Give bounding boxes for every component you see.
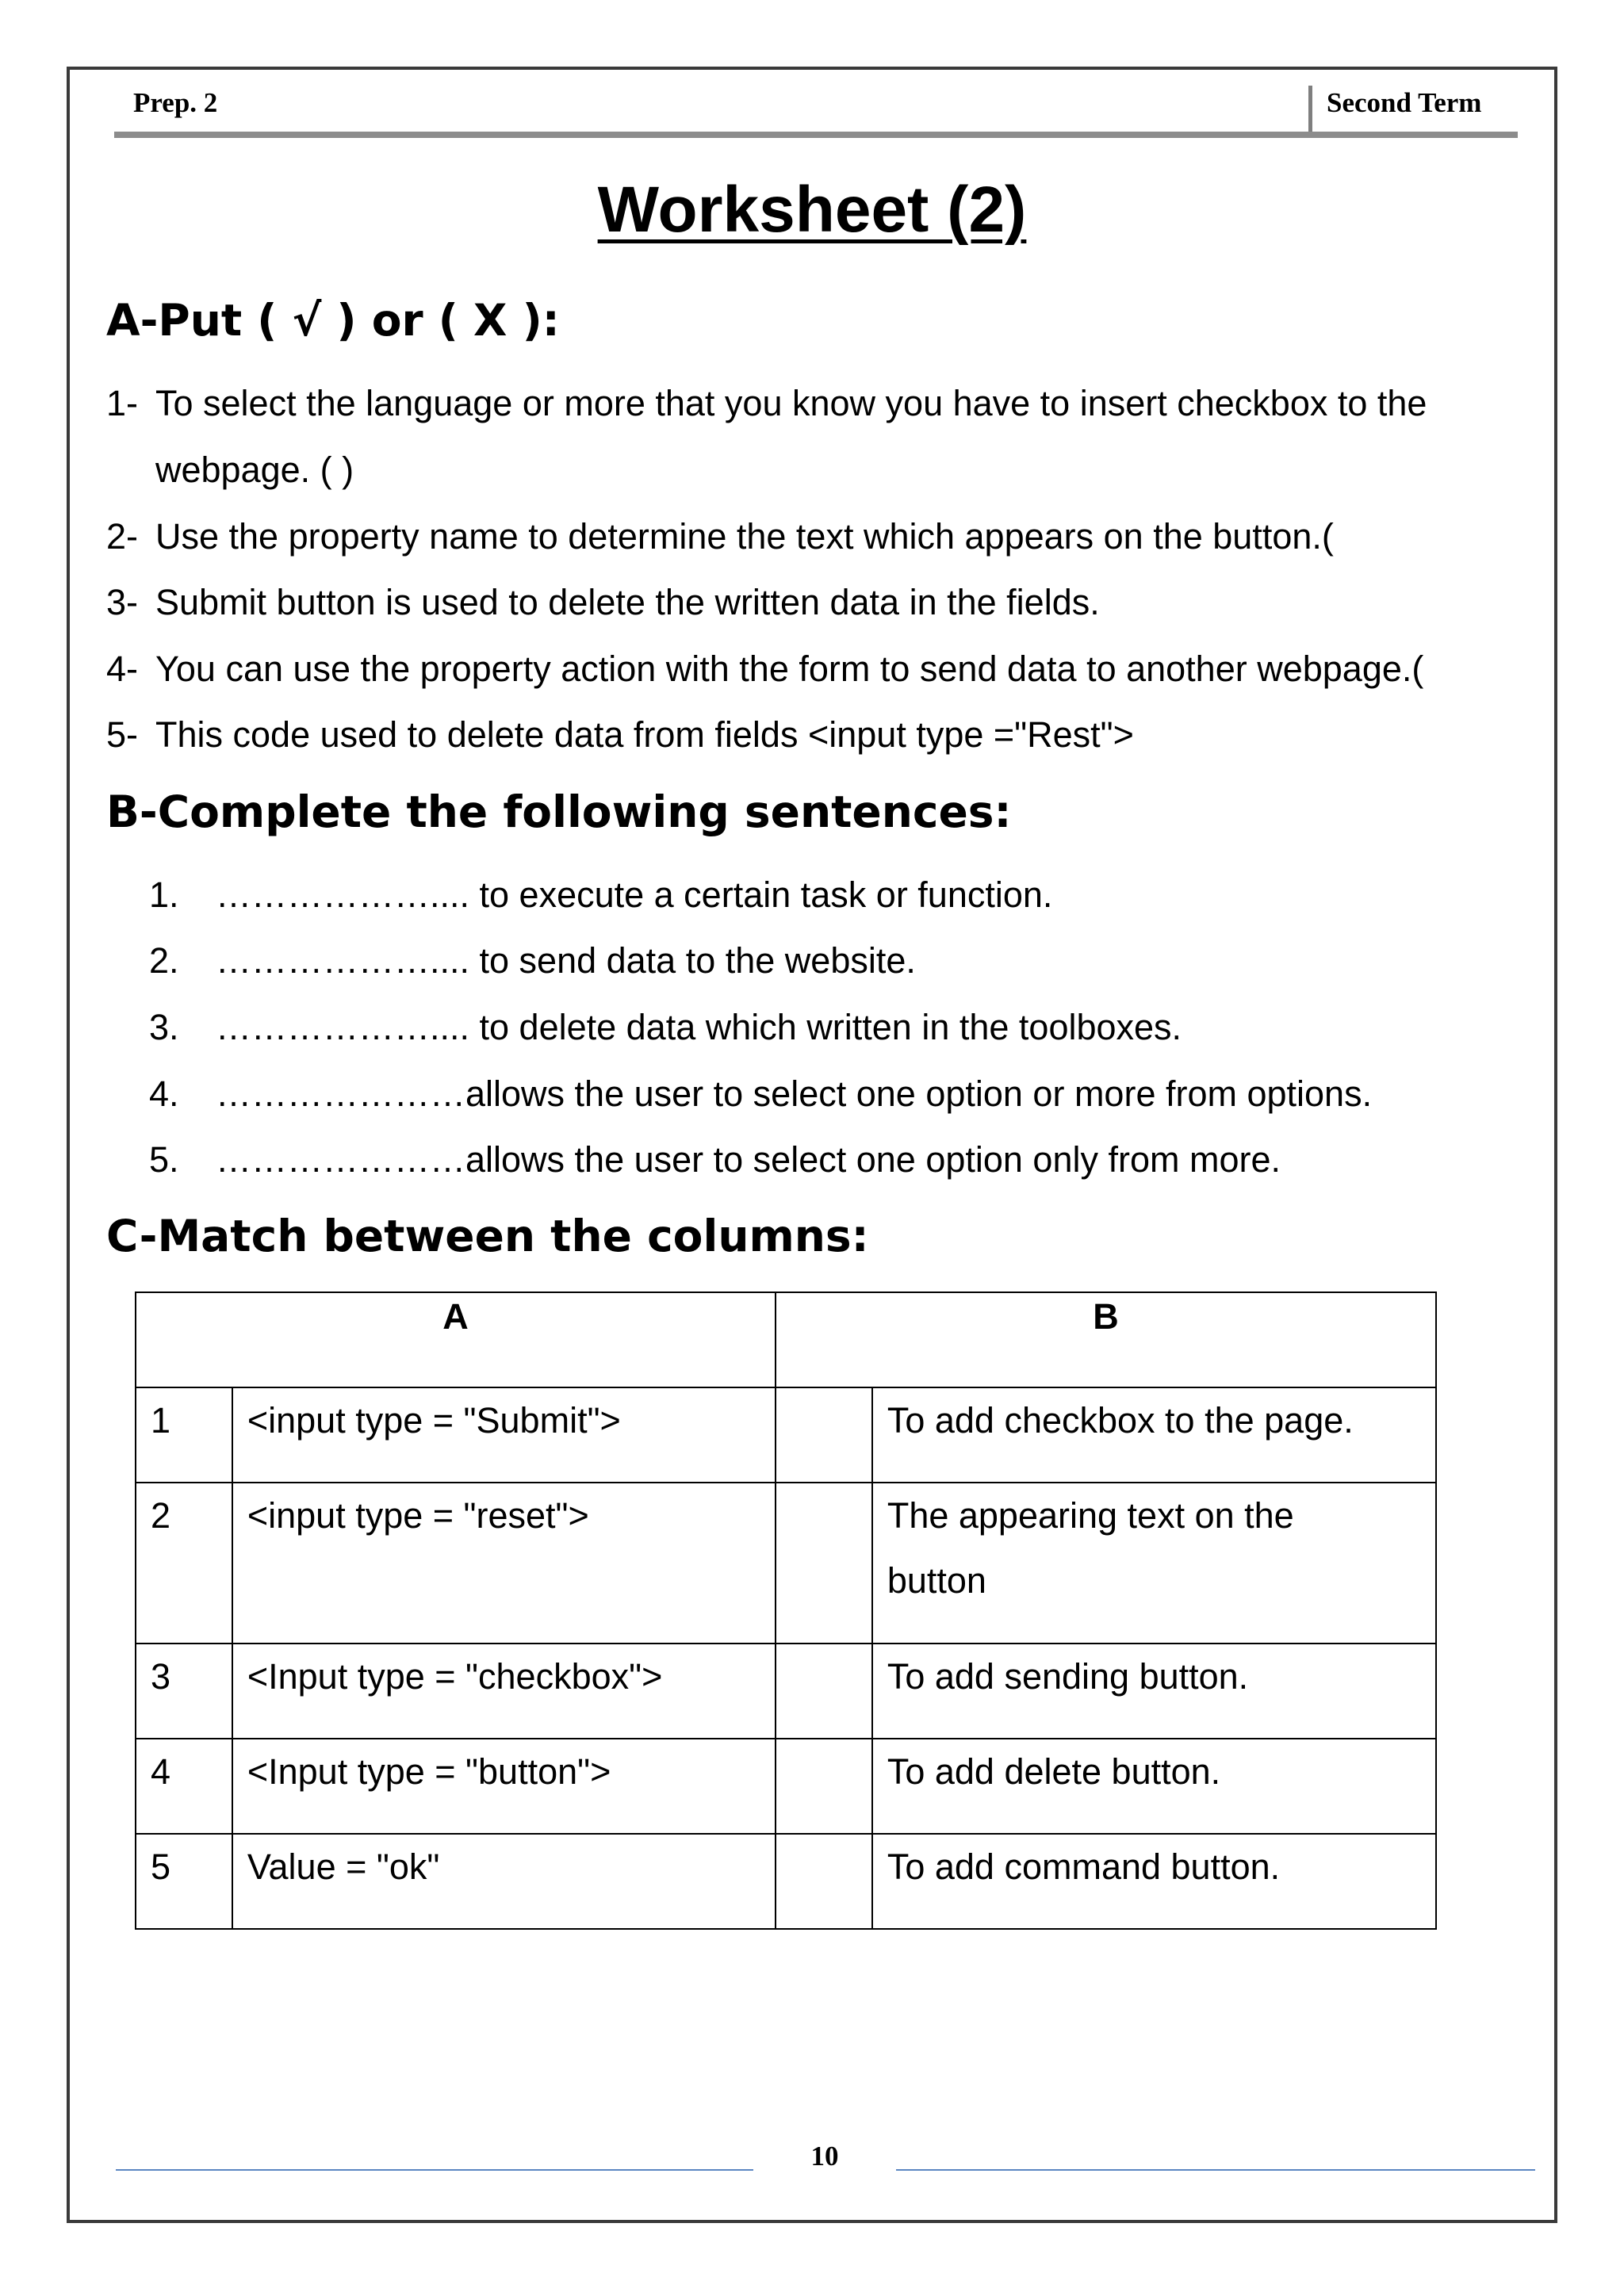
a-item-5-text: This code used to delete data from fields <input type ="Rest"> [155,714,1134,755]
section-a-heading: A-Put ( √ ) or ( X ): [106,295,560,346]
table-row [136,1834,1436,1929]
b-item-4-number: 4. [149,1073,179,1114]
column-a-header: A [136,1292,776,1387]
b-item-4-text: …………………allows the user to select one option or more from options. [216,1073,1373,1114]
b-item-5-number: 5. [149,1139,179,1180]
footer-rule-left [116,2169,753,2171]
column-b-cell: To add command button. [872,1834,1436,1929]
a-item-3-number: 3- [106,582,139,622]
column-b-cell: To add delete button. [872,1739,1436,1834]
answer-blank [776,1387,872,1483]
match-table [135,1292,1437,1930]
row-number: 5 [136,1834,232,1929]
a-item-2-text: Use the property name to determine the text which appears on the button.( [155,516,1334,557]
answer-blank [776,1483,872,1644]
row-number: 4 [136,1739,232,1834]
answer-blank [776,1644,872,1739]
b-item-1-number: 1. [149,874,179,915]
b-item-2-number: 2. [149,940,179,981]
column-b-cell: The appearing text on the button [872,1483,1436,1644]
column-a-cell: <Input type = "checkbox"> [232,1644,776,1739]
footer-rule-right [896,2169,1535,2171]
page-header [114,86,1518,135]
column-b-header: B [776,1292,1436,1387]
section-b-heading: B-Complete the following sentences: [106,786,1012,837]
b-item-2-text: ……………….... to send data to the website. [216,940,916,981]
a-item-1-line2: webpage. ( ) [155,450,354,490]
a-item-5-number: 5- [106,714,139,755]
b-item-3-text: ……………….... to delete data which written in the toolboxes. [216,1007,1182,1047]
worksheet-title: Worksheet (2) [597,174,1027,246]
column-b-cell: To add sending button. [872,1644,1436,1739]
b-item-3-number: 3. [149,1007,179,1047]
table-row [136,1387,1436,1483]
column-a-cell: Value = "ok" [232,1834,776,1929]
header-rule [114,132,1518,138]
page-number: 10 [810,2141,839,2172]
b-item-1-text: ……………….... to execute a certain task or function. [216,874,1053,915]
a-item-3-text: Submit button is used to delete the written data in the fields. [155,582,1100,622]
column-a-cell: <input type = "Submit"> [232,1387,776,1483]
row-number: 1 [136,1387,232,1483]
grade-label: Prep. 2 [133,87,218,118]
table-row [136,1483,1436,1644]
table-row [136,1739,1436,1834]
answer-blank [776,1739,872,1834]
a-item-1-number: 1- [106,383,139,423]
table-row [136,1644,1436,1739]
row-number: 2 [136,1483,232,1644]
a-item-4-number: 4- [106,649,139,689]
a-item-4-text: You can use the property action with the form to send data to another webpage.( [155,649,1424,689]
term-label: Second Term [1308,86,1518,133]
column-b-cell: To add checkbox to the page. [872,1387,1436,1483]
section-c-heading: C-Match between the columns: [106,1211,869,1261]
b-item-5-text: …………………allows the user to select one option only from more. [216,1139,1281,1180]
row-number: 3 [136,1644,232,1739]
column-a-cell: <input type = "reset"> [232,1483,776,1644]
a-item-1-line1: To select the language or more that you know you have to insert checkbox to the [155,383,1427,423]
table-header-row [136,1292,1436,1387]
column-a-cell: <Input type = "button"> [232,1739,776,1834]
answer-blank [776,1834,872,1929]
a-item-2-number: 2- [106,516,139,557]
